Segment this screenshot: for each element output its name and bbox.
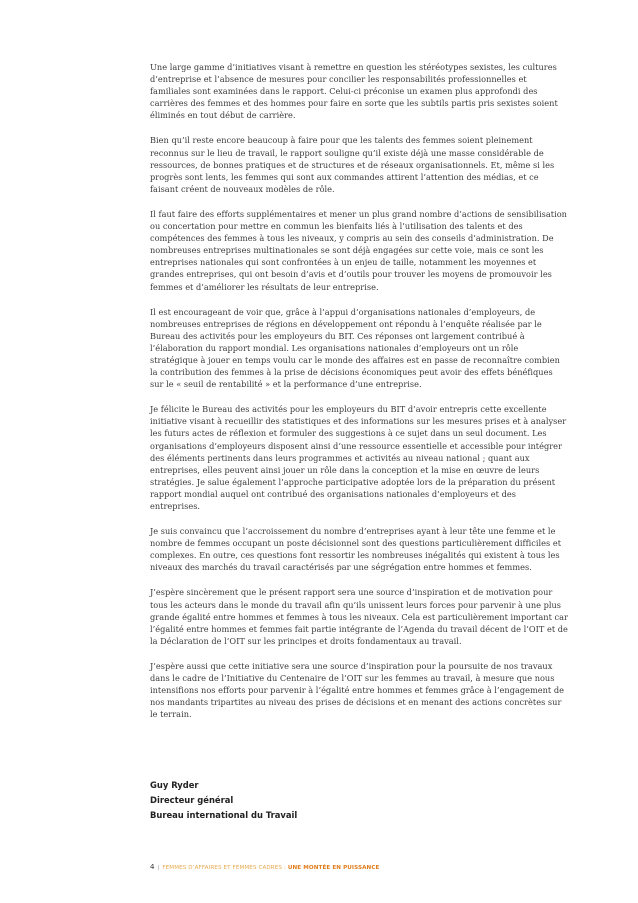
- paragraph-2: Bien qu’il reste encore beaucoup à faire pour que les talents des femmes soient pleinement reconnus sur le lieu de travail, le rapport souligne qu’il existe déjà une masse considérable de ressources, de bonnes pratiques et de structures et de réseaux organisationnels. Et, même si les progrès sont lents, les femmes qui sont aux commandes attirent l’attention des médias, et ce faisant créent de nouveaux modèles de rôle.: [150, 135, 555, 194]
- page-footer: [150, 863, 379, 871]
- signature-block: [150, 778, 297, 823]
- paragraph-6: Je suis convaincu que l’accroissement du nombre d’entreprises ayant à leur tête une femme et le nombre de femmes occupant un poste décisionnel sont des questions particulièrement difficiles et complexes. En outre, ces questions font ressortir les nombreuses inégalités qui existent à tous les niveaux des marchés du travail caractérisés par une ségrégation entre hommes et femmes.: [150, 526, 562, 573]
- paragraph-4: Il est encourageant de voir que, grâce à l’appui d’organisations nationales d’employeurs, de nombreuses entreprises de régions en développement ont répondu à l’enquête réalisée par le Bureau des activités pour les employeurs du BIT. Ces réponses ont largement contribué à l’élaboration du rapport mondial. Les organisations nationales d’employeurs ont un rôle stratégique à jouer en temps voulu car le monde des affaires est en passe de reconnaître combien la contribution des femmes à la prise de décisions économiques peut avoir des effets bénéfiques sur le « seuil de rentabilité » et la performance d’une entreprise.: [150, 306, 560, 390]
- signature-position: Directeur général: [150, 795, 234, 805]
- body-text: [150, 61, 568, 733]
- paragraph-3: Il faut faire des efforts supplémentaires et mener un plus grand nombre d’actions de sensibilisation ou concertation pour mettre en commun les bienfaits liés à l’utilisation des talents et des compétences des femmes à tous les niveaux, y compris au sein des conseils d’administration. De nombreuses entreprises multinationales se sont déjà engagées sur cette voie, mais ce sont les entreprises nationales qui sont confrontées à un enjeu de taille, notamment les moyennes et grandes entreprises, qui ont besoin d’avis et d’outils pour trouver les moyens de promouvoir les femmes et d’améliorer les résultats de leur entreprise.: [150, 208, 567, 292]
- signature-organization: Bureau international du Travail: [150, 810, 298, 820]
- footer-separator: |: [157, 865, 160, 871]
- paragraph-5: Je félicite le Bureau des activités pour les employeurs du BIT d’avoir entrepris cette excellente initiative visant à recueillir des statistiques et des informations sur les mesures prises et à analyser les futurs actes de réflexion et formuler des suggestions à ce sujet dans un seul document. Les organisations d’employeurs disposent ainsi d’une ressource essentielle et accessible pour intégrer des éléments pertinents dans leurs programmes et activités au niveau national ; quant aux entreprises, elles peuvent ainsi jouer un rôle dans la conception et la mise en œuvre de leurs stratégies. Je salue également l’approche participative adoptée lors de la préparation du présent rapport mondial auquel ont contribué des organisations nationales d’employeurs et des entreprises.: [150, 404, 567, 511]
- signature-name: Guy Ryder: [150, 780, 199, 790]
- paragraph-8: J’espère aussi que cette initiative sera une source d’inspiration pour la poursuite de nos travaux dans le cadre de l’Initiative du Centenaire de l’OIT sur les femmes au travail, à mesure que nous intensifions nos efforts pour parvenir à l’égalité entre hommes et femmes grâce à l’engagement de nos mandants tripartites au niveau des prises de décisions et en menant des actions concrètes sur le terrain.: [150, 660, 564, 720]
- paragraph-1: Une large gamme d’initiatives visant à remettre en question les stéréotypes sexistes, les cultures d’entreprise et l’absence de mesures pour concilier les responsabilités professionnelles et familiales sont examinées dans le rapport. Celui-ci préconise un examen plus approfondi des carrières des femmes et des hommes pour faire en sorte que les subtils partis pris sexistes soient éliminés en tout début de carrière.: [150, 62, 558, 121]
- footer-subtitle: UNE MONTÉE EN PUISSANCE: [287, 865, 380, 871]
- footer-title: FEMMES D’AFFAIRES ET FEMMES CADRES :: [162, 865, 286, 871]
- paragraph-7: J’espère sincèrement que le présent rapport sera une source d’inspiration et de motivation pour tous les acteurs dans le monde du travail afin qu’ils unissent leurs forces pour parvenir à une plus grande égalité entre hommes et femmes à tous les niveaux. Cela est particulièrement important car l’égalité entre hommes et femmes fait partie intégrante de l’Agenda du travail décent de l’OIT et de la Déclaration de l’OIT sur les principes et droits fondamentaux au travail.: [150, 587, 568, 646]
- page-number: 4: [150, 863, 155, 871]
